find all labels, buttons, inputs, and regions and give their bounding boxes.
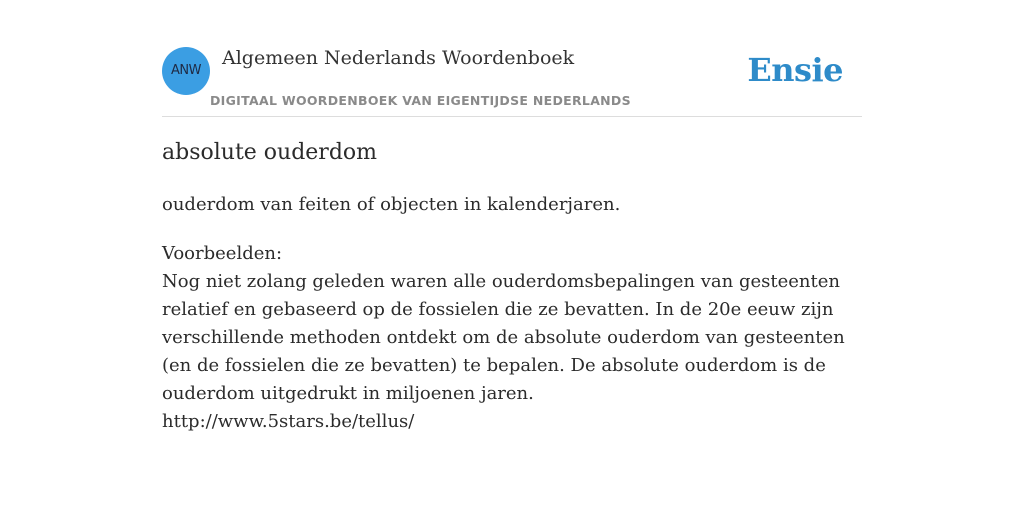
site-title[interactable]: Algemeen Nederlands Woordenboek (222, 47, 575, 69)
anw-logo[interactable]: ANW (162, 47, 210, 95)
examples-section (162, 240, 862, 436)
examples-label: Voorbeelden: (162, 243, 283, 264)
example-text: Nog niet zolang geleden waren alle ouderdomsbepalingen van gesteenten relatief en gebaseerd op de fossielen die ze bevatten. In de 20e eeuw zijn verschillende methoden ontdekt om de absolute ouderdom van gesteenten (en de fossielen die ze bevatten) te bepalen. De absolute ouderdom is de ouderdom uitgedrukt in miljoenen jaren. (162, 271, 845, 404)
site-subtitle: DIGITAAL WOORDENBOEK VAN EIGENTIJDSE NEDERLANDS (210, 93, 631, 108)
site-header (162, 46, 862, 117)
ensie-brand-logo[interactable]: Ensie (747, 51, 843, 89)
source-link[interactable]: http://www.5stars.be/tellus/ (162, 411, 415, 432)
entry-definition: ouderdom van feiten of objecten in kalenderjaren. (162, 194, 621, 215)
entry-title: absolute ouderdom (162, 140, 378, 165)
